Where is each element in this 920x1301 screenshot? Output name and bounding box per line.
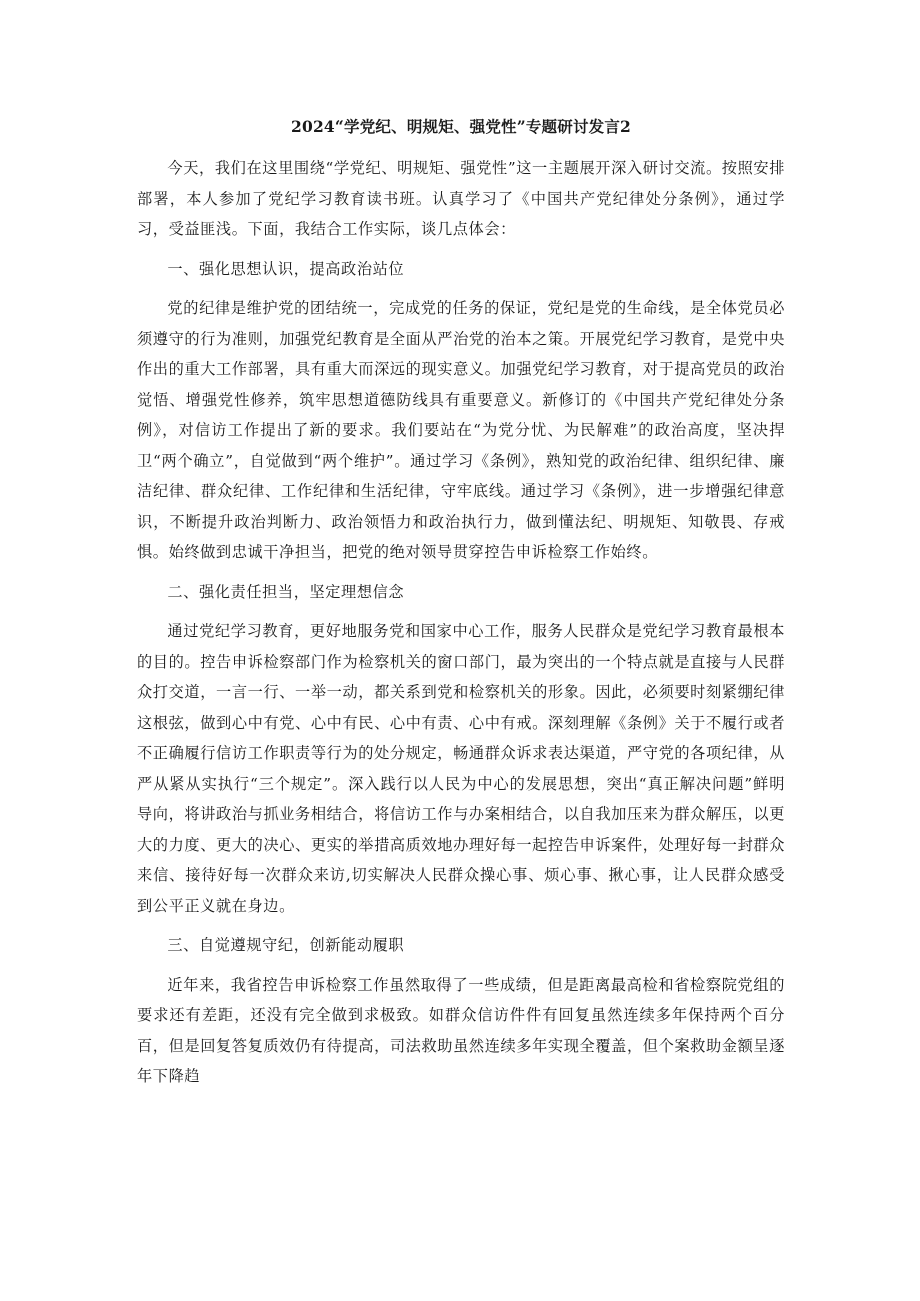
document-title: 2024“学党纪、明规矩、强党性”专题研讨发言2 — [290, 117, 632, 136]
section-heading-2: 二、强化责任担当，坚定理想信念 — [167, 582, 405, 601]
section-paragraph-2: 通过党纪学习教育，更好地服务党和国家中心工作，服务人民群众是党纪学习教育最根本的目的。控告申诉检察部门作为检察机关的窗口部门，最为突出的一个特点就是直接与人民群众打交道，一言一行、一举一动，都关系到党和检察机关的形象。因此，必须要时刻紧绷纪律这根弦，做到心中有党、心中有民、心中有责、心中有戒。深刻理解《条例》关于不履行或者不正确履行信访工作职责等行为的处分规定，畅通群众诉求表达渠道，严守党的各项纪律，从严从紧从实执行“三个规定”。深入践行以人民为中心的发展思想，突出“真正解决问题”鲜明导向，将讲政治与抓业务相结合，将信访工作与办案相结合，以自我加压来为群众解压，以更大的力度、更大的决心、更实的举措高质效地办理好每一起控告申诉案件，处理好每一封群众来信、接待好每一次群众来访,切实解决人民群众操心事、烦心事、揪心事，让人民群众感受到公平正义就在身边。 — [137, 622, 785, 915]
document-body — [137, 112, 785, 1085]
section-heading-1: 一、强化思想认识，提高政治站位 — [167, 259, 405, 278]
section-heading-3: 三、自觉遵规守纪，创新能动履职 — [167, 936, 405, 954]
section-paragraph-1: 党的纪律是维护党的团结统一，完成党的任务的保证，党纪是党的生命线，是全体党员必须遵守的行为准则，加强党纪教育是全面从严治党的治本之策。开展党纪学习教育，是党中央作出的重大工作部署，具有重大而深远的现实意义。加强党纪学习教育，对于提高党员的政治觉悟、增强党性修养，筑牢思想道德防线具有重要意义。新修订的《中国共产党纪律处分条例》，对信访工作提出了新的要求。我们要站在“为党分忧、为民解难”的政治高度，坚决捍卫“两个确立”，自觉做到“两个维护”。通过学习《条例》，熟知党的政治纪律、组织纪律、廉洁纪律、群众纪律、工作纪律和生活纪律，守牢底线。通过学习《条例》，进一步增强纪律意识，不断提升政治判断力、政治领悟力和政治执行力，做到懂法纪、明规矩、知敬畏、存戒惧。始终做到忠诚干净担当，把党的绝对领导贯穿控告申诉检察工作始终。 — [137, 299, 785, 561]
section-paragraph-3: 近年来，我省控告申诉检察工作虽然取得了一些成绩，但是距离最高检和省检察院党组的要求还有差距，还没有完全做到求极致。如群众信访件件有回复虽然连续多年保持两个百分百，但是回复答复质效仍有待提高，司法救助虽然连续多年实现全覆盖，但个案救助金额呈逐年下降趋 — [137, 975, 785, 1085]
intro-paragraph: 今天，我们在这里围绕“学党纪、明规矩、强党性”这一主题展开深入研讨交流。按照安排部署，本人参加了党纪学习教育读书班。认真学习了《中国共产党纪律处分条例》，通过学习，受益匪浅。下面，我结合工作实际，谈几点体会： — [137, 159, 785, 238]
